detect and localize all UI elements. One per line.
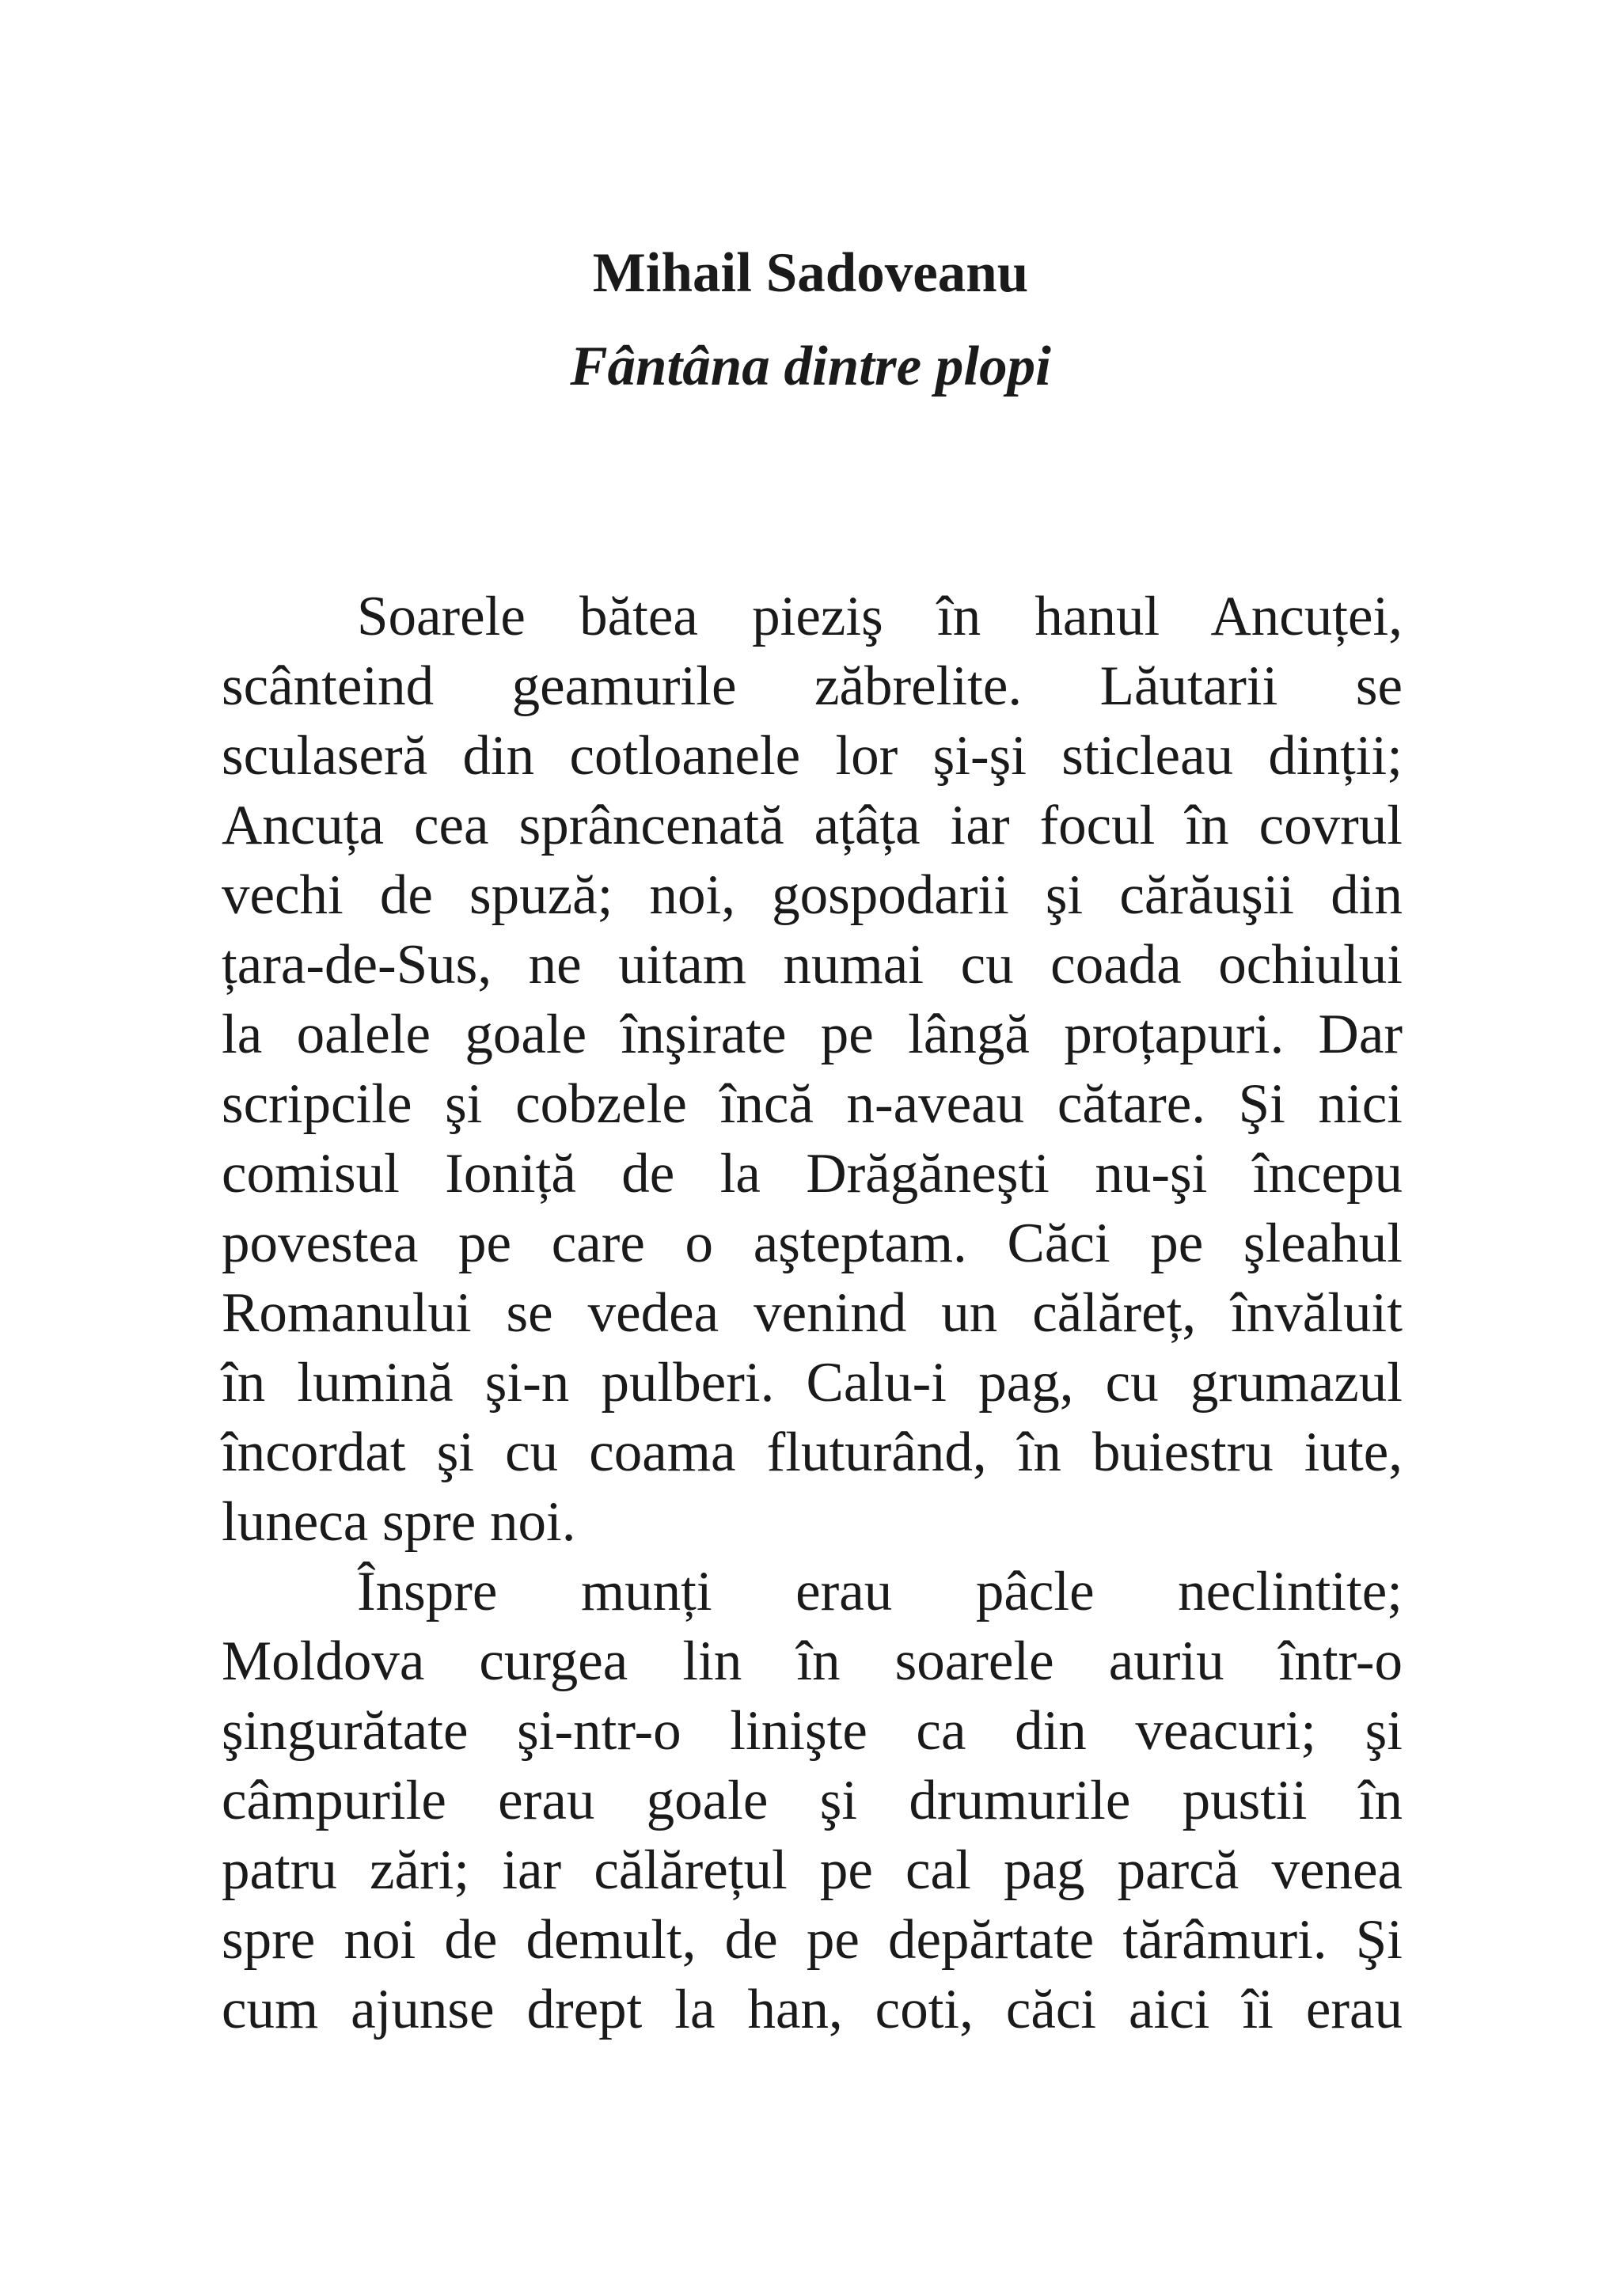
text-line: şingurătate şi-ntr-o linişte ca din veacuri; şi (222, 1700, 1403, 1762)
text-line: scripcile şi cobzele încă n-aveau cătare. Şi nici (222, 1073, 1403, 1135)
text-line: Moldova curgea lin în soarele auriu într-o (222, 1630, 1403, 1692)
text-line: țara-de-Sus, ne uitam numai cu coada ochiului (222, 934, 1403, 996)
text-line: Ancuța cea sprâncenată ațâța iar focul în covrul (222, 795, 1403, 856)
author-name: Mihail Sadoveanu (592, 242, 1029, 304)
text-line: cum ajunse drept la han, coti, căci aici îi erau (222, 1979, 1403, 2040)
text-line: patru zări; iar călărețul pe cal pag parcă venea (222, 1839, 1403, 1901)
text-line: Soarele bătea pieziş în hanul Ancuței, (357, 586, 1403, 647)
text-line: scânteind geamurile zăbrelite. Lăutarii se (222, 655, 1403, 717)
text-line: câmpurile erau goale şi drumurile pustii în (222, 1770, 1403, 1831)
paragraph (222, 1557, 1403, 2044)
text-line: Înspre munți erau pâcle neclintite; (357, 1561, 1403, 1622)
text-line: încordat şi cu coama fluturând, în buiestru iute, (222, 1421, 1403, 1483)
text-line: sculaseră din cotloanele lor şi-şi sticleau dinții; (222, 725, 1403, 787)
text-line: comisul Ioniță de la Drăgăneşti nu-şi începu (222, 1143, 1403, 1205)
text-line: la oalele goale înşirate pe lângă proțapuri. Dar (222, 1004, 1403, 1065)
text-line: vechi de spuză; noi, gospodarii şi cărăuşii din (222, 864, 1403, 926)
text-line: povestea pe care o aşteptam. Căci pe şleahul (222, 1213, 1403, 1274)
work-title: Fântâna dintre plopi (570, 336, 1051, 397)
body-text (222, 582, 1403, 2044)
text-line: luneca spre noi. (222, 1491, 576, 1553)
text-line: în lumină şi-n pulberi. Calu-i pag, cu grumazul (222, 1352, 1403, 1414)
text-line: Romanului se vedea venind un călăreț, învăluit (222, 1282, 1403, 1344)
text-line: spre noi de demult, de pe depărtate tărâmuri. Şi (222, 1909, 1403, 1971)
paragraph (222, 582, 1403, 1557)
